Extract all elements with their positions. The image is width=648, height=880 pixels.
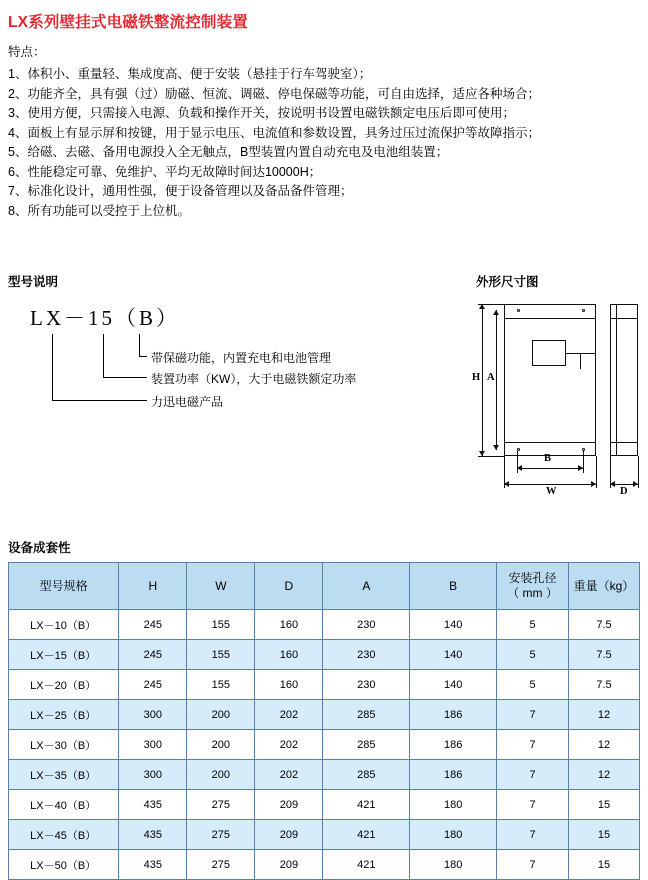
cell-hole: 7 [497, 820, 569, 850]
table-row [9, 640, 640, 670]
cell-h: 435 [119, 790, 187, 820]
cell-a: 421 [323, 820, 410, 850]
cell-h: 300 [119, 760, 187, 790]
cell-w: 200 [187, 700, 255, 730]
col-header-hole-diameter-line2: （ mm ） [507, 586, 558, 600]
spec-table [8, 562, 640, 880]
extension-line [596, 456, 597, 488]
col-header-hole-diameter-line1: 安装孔径 [508, 571, 557, 585]
extension-line [610, 456, 611, 488]
spec-table-head [9, 563, 640, 610]
feature-item: 3、使用方便，只需接入电源、负载和操作开关，按说明书设置电磁铁额定电压后即可使用； [8, 106, 515, 120]
cell-model: LX－45（B） [9, 820, 119, 850]
side-view-detail-line [610, 318, 638, 319]
extension-line [583, 451, 584, 473]
feature-item: 7、标准化设计，通用性强，便于设备管理以及备品备件管理； [8, 184, 353, 198]
cell-w: 200 [187, 760, 255, 790]
cell-b: 180 [410, 790, 497, 820]
dimension-arrow [493, 445, 499, 450]
leader-line [103, 377, 147, 378]
cell-weight: 7.5 [568, 670, 639, 700]
dimension-label-b: B [544, 453, 552, 464]
feature-item: 8、所有功能可以受控于上位机。 [8, 203, 190, 218]
cell-hole: 5 [497, 670, 569, 700]
front-view-flange-line [504, 442, 596, 443]
cell-hole: 7 [497, 700, 569, 730]
cell-d: 209 [255, 820, 323, 850]
cell-a: 421 [323, 790, 410, 820]
side-view-detail-line [616, 304, 617, 456]
leader-line [52, 400, 147, 401]
cell-weight: 15 [568, 850, 639, 880]
table-row [9, 820, 640, 850]
feature-item: 6、性能稳定可靠、免维护、平均无故障时间达10000H； [8, 164, 322, 179]
side-view-outline [610, 304, 638, 456]
cell-weight: 12 [568, 760, 639, 790]
cell-a: 285 [323, 760, 410, 790]
model-note: 力迅电磁产品 [151, 395, 224, 409]
cell-d: 160 [255, 640, 323, 670]
leader-line [139, 356, 147, 357]
cell-d: 209 [255, 790, 323, 820]
panel-display-outline [532, 340, 566, 366]
leader-line [139, 334, 140, 356]
cell-b: 186 [410, 700, 497, 730]
leader-line [103, 334, 104, 377]
cell-b: 140 [410, 610, 497, 640]
cell-hole: 7 [497, 850, 569, 880]
cell-h: 245 [119, 640, 187, 670]
dimension-drawing [470, 296, 642, 496]
cell-hole: 7 [497, 760, 569, 790]
dimension-line-b [517, 468, 583, 469]
cell-b: 186 [410, 760, 497, 790]
cell-weight: 15 [568, 790, 639, 820]
cell-w: 275 [187, 850, 255, 880]
cell-h: 435 [119, 850, 187, 880]
feature-item: 2、功能齐全，具有强（过）励磁、恒流、调磁、停电保磁等功能，可自由选择，适应各种场合； [8, 86, 540, 101]
model-section-heading: 型号说明 [8, 275, 59, 289]
cell-w: 275 [187, 820, 255, 850]
cell-d: 202 [255, 730, 323, 760]
table-row [9, 670, 640, 700]
cell-w: 155 [187, 670, 255, 700]
features-section [8, 42, 638, 221]
table-header-row [9, 563, 640, 610]
cell-d: 160 [255, 610, 323, 640]
model-code-diagram [8, 296, 458, 456]
feature-item: 4、面板上有显示屏和按键，用于显示电压、电流值和参数设置，具务过压过流保护等故障指示； [8, 125, 540, 140]
col-header-weight: 重量（kg） [568, 563, 639, 610]
dimension-line-a [496, 310, 497, 450]
mounting-hole [517, 309, 520, 312]
dimension-label-d: D [620, 486, 628, 497]
cell-a: 421 [323, 850, 410, 880]
cell-h: 300 [119, 700, 187, 730]
cell-weight: 12 [568, 700, 639, 730]
cell-model: LX－30（B） [9, 730, 119, 760]
extension-line [638, 456, 639, 488]
cell-model: LX－15（B） [9, 640, 119, 670]
col-header-b: B [410, 563, 497, 610]
cell-weight: 7.5 [568, 640, 639, 670]
cell-hole: 5 [497, 640, 569, 670]
table-row [9, 850, 640, 880]
cell-d: 202 [255, 700, 323, 730]
cell-w: 155 [187, 610, 255, 640]
cell-model: LX－35（B） [9, 760, 119, 790]
spec-table-body [9, 610, 640, 880]
cell-hole: 5 [497, 610, 569, 640]
dimension-arrow [493, 310, 499, 315]
col-header-d: D [255, 563, 323, 610]
cell-h: 435 [119, 820, 187, 850]
table-row [9, 700, 640, 730]
cell-h: 245 [119, 670, 187, 700]
cell-a: 230 [323, 640, 410, 670]
spec-table-heading: 设备成套性 [8, 541, 71, 555]
cell-h: 245 [119, 610, 187, 640]
cell-w: 155 [187, 640, 255, 670]
dimension-label-w: W [546, 486, 557, 497]
col-header-h: H [119, 563, 187, 610]
cell-b: 140 [410, 670, 497, 700]
cell-h: 300 [119, 730, 187, 760]
model-code-text: LX－15（B） [30, 306, 180, 330]
dimension-label-h: H [472, 372, 481, 383]
cell-d: 209 [255, 850, 323, 880]
model-note: 带保磁功能，内置充电和电池管理 [151, 351, 332, 365]
extension-line [478, 304, 504, 305]
col-header-w: W [187, 563, 255, 610]
mounting-hole [582, 309, 585, 312]
extension-line [517, 451, 518, 473]
col-header-hole-diameter [497, 563, 569, 610]
cell-model: LX－25（B） [9, 700, 119, 730]
extension-line [504, 456, 505, 488]
cell-a: 230 [323, 670, 410, 700]
cell-a: 285 [323, 700, 410, 730]
panel-detail-line [566, 353, 596, 354]
cell-b: 180 [410, 820, 497, 850]
cell-b: 180 [410, 850, 497, 880]
cell-weight: 15 [568, 820, 639, 850]
cell-w: 200 [187, 730, 255, 760]
dimension-line-w [504, 484, 596, 485]
cell-b: 140 [410, 640, 497, 670]
extension-line [478, 456, 504, 457]
table-row [9, 790, 640, 820]
feature-item: 1、体积小、重量轻、集成度高、便于安装（悬挂于行车驾驶室）； [8, 67, 372, 81]
dimension-label-a: A [487, 372, 495, 383]
col-header-a: A [323, 563, 410, 610]
cell-model: LX－10（B） [9, 610, 119, 640]
col-header-model: 型号规格 [9, 563, 119, 610]
cell-weight: 7.5 [568, 610, 639, 640]
page-title: LX系列壁挂式电磁铁整流控制装置 [8, 14, 249, 31]
side-view-detail-line [610, 442, 638, 443]
feature-item: 5、给磁、去磁、备用电源投入全无触点，B型装置内置自动充电及电池组装置； [8, 145, 449, 159]
cell-model: LX－50（B） [9, 850, 119, 880]
cell-model: LX－20（B） [9, 670, 119, 700]
leader-line [52, 334, 53, 400]
cell-d: 160 [255, 670, 323, 700]
table-row [9, 760, 640, 790]
cell-hole: 7 [497, 790, 569, 820]
cell-hole: 7 [497, 730, 569, 760]
cell-d: 202 [255, 760, 323, 790]
cell-b: 186 [410, 730, 497, 760]
cell-w: 275 [187, 790, 255, 820]
panel-detail-line [580, 353, 581, 369]
dimension-section-heading: 外形尺寸图 [476, 275, 539, 289]
cell-a: 230 [323, 610, 410, 640]
leader-line [52, 334, 53, 335]
front-view-flange-line [504, 318, 596, 319]
table-row [9, 730, 640, 760]
features-label: 特点： [8, 45, 46, 59]
dimension-line-h [482, 304, 483, 456]
cell-model: LX－40（B） [9, 790, 119, 820]
front-view-outline [504, 304, 596, 456]
cell-weight: 12 [568, 730, 639, 760]
table-row [9, 610, 640, 640]
model-note: 装置功率（KW），大于电磁铁额定功率 [151, 372, 357, 386]
cell-a: 285 [323, 730, 410, 760]
